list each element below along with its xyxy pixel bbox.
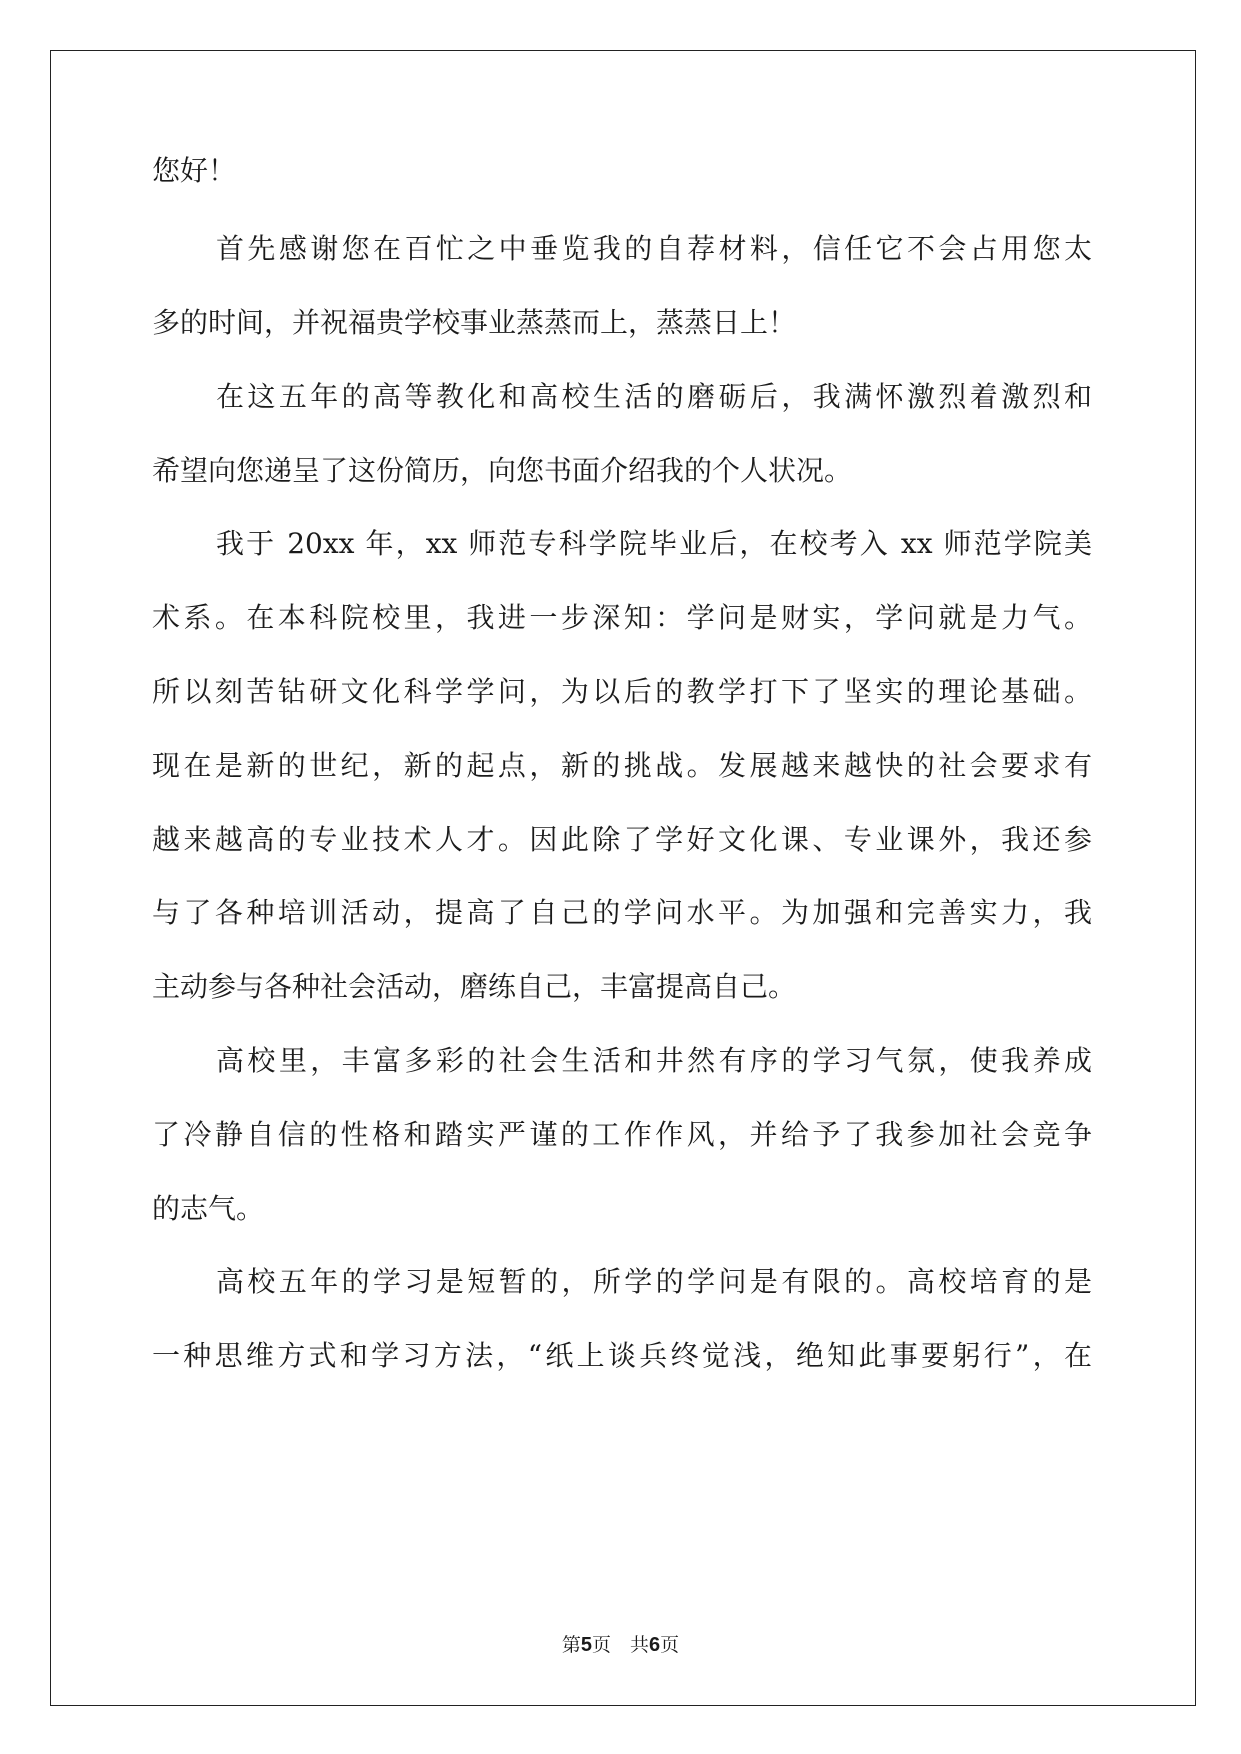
paragraph-line: 高校五年的学习是短暂的，所学的学问是有限的。高校培育的是: [216, 1265, 1092, 1298]
page-frame: [50, 50, 1196, 1706]
greeting-line: 您好！: [152, 154, 237, 187]
page-prefix: 第: [561, 1634, 581, 1656]
paragraph-line: 希望向您递呈了这份简历，向您书面介绍我的个人状况。: [152, 454, 853, 487]
page-suffix: 页: [660, 1634, 680, 1656]
paragraph-line: 的志气。: [152, 1192, 265, 1225]
paragraph-line: 我于 20xx 年，xx 师范专科学院毕业后，在校考入 xx 师范学院美: [216, 527, 1092, 560]
current-page-number: 5: [580, 1634, 592, 1656]
paragraph-line: 在这五年的高等教化和高校生活的磨砺后，我满怀激烈着激烈和: [216, 380, 1092, 413]
paragraph-line: 首先感谢您在百忙之中垂览我的自荐材料，信任它不会占用您太: [216, 232, 1092, 265]
paragraph-line: 术系。在本科院校里，我进一步深知：学问是财实，学问就是力气。: [152, 601, 1092, 634]
paragraph-line: 现在是新的世纪，新的起点，新的挑战。发展越来越快的社会要求有: [152, 749, 1092, 782]
paragraph-line: 了冷静自信的性格和踏实严谨的工作作风，并给予了我参加社会竞争: [152, 1118, 1092, 1151]
total-page-number: 6: [649, 1634, 661, 1656]
paragraph-line: 主动参与各种社会活动，磨练自己，丰富提高自己。: [152, 970, 797, 1003]
paragraph-line: 高校里，丰富多彩的社会生活和井然有序的学习气氛，使我养成: [216, 1044, 1092, 1077]
page-separator: 页 共: [591, 1634, 649, 1656]
paragraph-line: 与了各种培训活动，提高了自己的学问水平。为加强和完善实力，我: [152, 896, 1092, 929]
paragraph-line: 越来越高的专业技术人才。因此除了学好文化课、专业课外，我还参: [152, 823, 1092, 856]
paragraph-line: 所以刻苦钻研文化科学学问，为以后的教学打下了坚实的理论基础。: [152, 675, 1092, 708]
page-footer: [0, 1633, 1241, 1657]
paragraph-line: 一种思维方式和学习方法，“纸上谈兵终觉浅，绝知此事要躬行”，在: [152, 1339, 1092, 1372]
paragraph-line: 多的时间，并祝福贵学校事业蒸蒸而上，蒸蒸日上！: [152, 306, 797, 339]
